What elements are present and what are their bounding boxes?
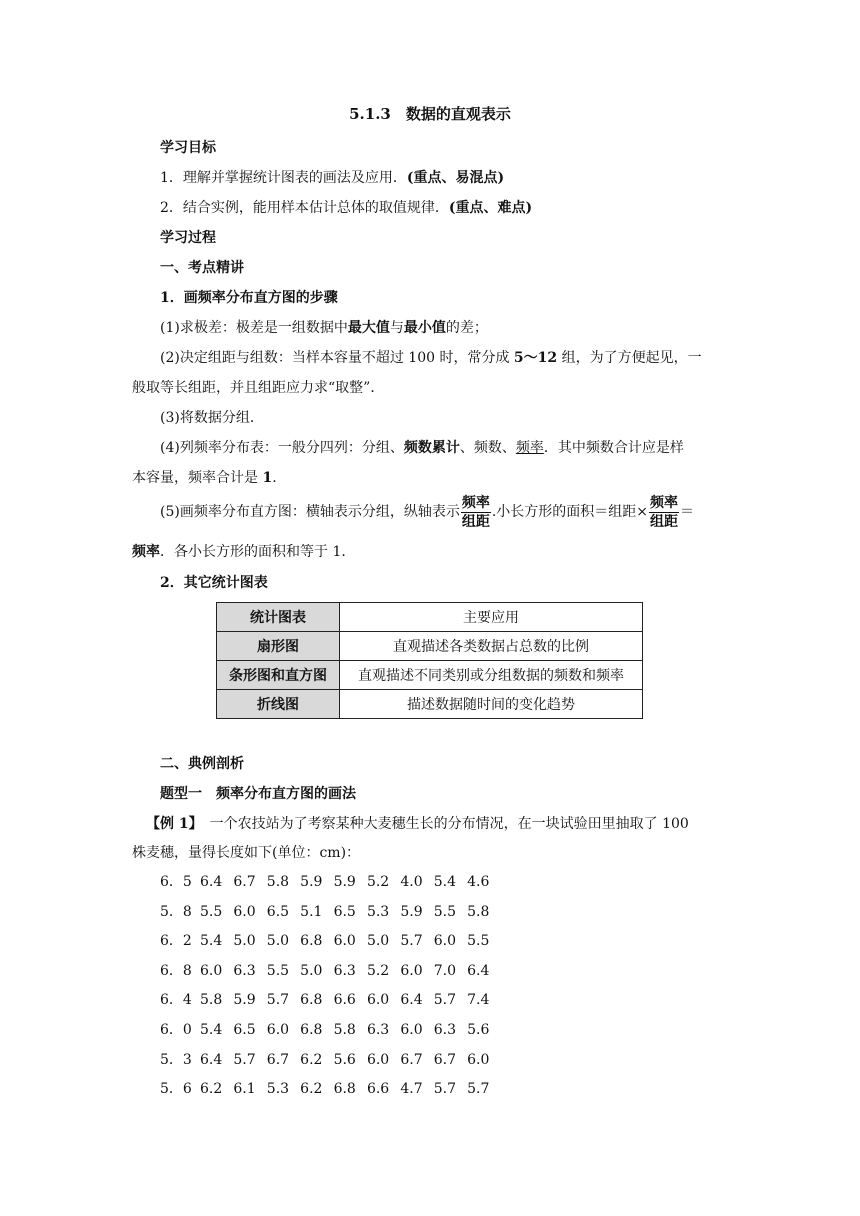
data-row <box>160 1050 501 1080</box>
step-1-conj: 与 <box>389 320 404 336</box>
data-value: 5.4 <box>433 874 456 890</box>
data-value: 5.8 <box>200 992 223 1009</box>
step-4-text-2: 、频数、 <box>459 440 516 456</box>
example-1-label: 【例 1】 <box>146 816 196 832</box>
data-value: 5.8 <box>333 1021 356 1038</box>
table-cell: 直观描述不同类别或分组数据的频数和频率 <box>340 661 643 690</box>
data-value: 5.7 <box>400 933 423 950</box>
table-row <box>217 661 643 690</box>
data-value: 6.0 <box>366 1051 390 1068</box>
data-value: 6.7 <box>433 1051 456 1068</box>
data-value: 6.3 <box>333 962 356 979</box>
data-value: 6.0 <box>233 903 256 920</box>
data-value: 7.0 <box>433 962 456 979</box>
fraction-denominator-2: 组距 <box>650 513 679 530</box>
data-value: 6.3 <box>366 1021 390 1038</box>
data-value: 6.7 <box>400 1051 423 1068</box>
data-value: 5.1 <box>300 903 323 920</box>
table-row <box>217 632 643 661</box>
data-value: 6.6 <box>333 992 356 1009</box>
data-value: 6.3 <box>233 962 256 979</box>
data-value: 6.4 <box>467 962 490 979</box>
data-row <box>160 1079 501 1109</box>
example-1-text: 一个农技站为了考察某种大麦穗生长的分布情况，在一块试验田里抽取了 100 <box>195 816 689 832</box>
data-value: 6.6 <box>366 1081 390 1098</box>
data-value: 6.1 <box>233 1081 256 1098</box>
data-value: 6.0 <box>200 962 223 979</box>
table-cell: 直观描述各类数据占总数的比例 <box>340 632 643 661</box>
step-4-line-2-text: 本容量，频率合计是 <box>132 470 263 486</box>
data-value: 5.9 <box>333 874 356 890</box>
data-value: 6.7 <box>266 1051 290 1068</box>
data-value: 6.3 <box>433 1021 456 1038</box>
table-header-cell: 主要应用 <box>340 603 643 632</box>
data-value: 5.3 <box>266 1081 290 1098</box>
data-row <box>160 990 501 1020</box>
data-value: 5.0 <box>233 933 256 950</box>
data-value: 5．3 <box>160 1051 192 1068</box>
data-value: 5.5 <box>433 903 456 920</box>
data-row <box>160 1020 501 1050</box>
data-value: 6.0 <box>366 992 390 1009</box>
subsection-2-heading: 2．其它统计图表 <box>160 575 268 591</box>
page-title: 5.1.3 数据的直观表示 <box>349 105 511 123</box>
table-cell: 条形图和直方图 <box>217 661 340 690</box>
data-value: 6.8 <box>333 1081 356 1098</box>
step-5-text: (5)画频率分布直方图：横轴表示分组，纵轴表示 <box>160 504 460 520</box>
goals-heading: 学习目标 <box>160 140 216 156</box>
data-value: 6.0 <box>467 1051 490 1068</box>
section-1-heading: 一、考点精讲 <box>160 260 244 276</box>
table-cell: 扇形图 <box>217 632 340 661</box>
data-value: 5.0 <box>300 962 323 979</box>
goal-1-text: 1．理解并掌握统计图表的画法及应用． <box>160 170 407 186</box>
step-1-end: 的差； <box>445 320 488 336</box>
data-value: 5.9 <box>400 903 423 920</box>
data-value: 6.5 <box>233 1021 256 1038</box>
step-3: (3)将数据分组． <box>160 410 264 426</box>
table-cell: 描述数据随时间的变化趋势 <box>340 690 643 719</box>
data-value: 5.2 <box>366 962 390 979</box>
data-value: 6.0 <box>266 1021 290 1038</box>
table-row <box>217 603 643 632</box>
goal-2 <box>160 198 532 218</box>
data-value: 6.8 <box>300 992 323 1009</box>
data-value: 5.4 <box>200 1021 223 1038</box>
example-1-line-2: 株麦穗，量得长度如下(单位：cm)： <box>132 845 361 861</box>
step-2-line-2: 般取等长组距，并且组距应力求“取整”． <box>132 380 385 396</box>
data-value: 6．4 <box>160 992 192 1009</box>
data-value: 6.5 <box>266 903 290 920</box>
data-value: 5.7 <box>467 1081 490 1098</box>
data-value: 6．8 <box>160 962 192 979</box>
stats-chart-table <box>216 602 643 719</box>
step-4-line-2-end: . <box>272 470 277 486</box>
data-value: 5.5 <box>467 933 490 950</box>
data-row <box>160 902 501 932</box>
data-value: 6.4 <box>200 874 223 890</box>
data-value: 5.6 <box>467 1021 490 1038</box>
data-row <box>160 872 501 902</box>
step-2-text: (2)决定组距与组数：当样本容量不超过 100 时，常分成 <box>160 350 514 366</box>
fraction-numerator-2: 频率 <box>650 494 679 511</box>
step-5-text-2: .小长方形的面积＝组距× <box>491 504 649 520</box>
data-value: 5.9 <box>233 992 256 1009</box>
data-value: 5.9 <box>300 874 323 890</box>
data-value: 6.4 <box>400 992 423 1009</box>
data-value: 4.0 <box>400 874 423 890</box>
step-1-keyword-max: 最大值 <box>347 320 390 336</box>
step-5-keyword: 频率 <box>132 544 160 560</box>
fraction-denominator: 组距 <box>461 513 490 530</box>
measurement-data <box>160 872 501 1109</box>
step-1-keyword-min: 最小值 <box>403 320 446 336</box>
data-value: 5.8 <box>467 903 490 920</box>
step-4-keyword: 频数累计 <box>403 440 460 456</box>
table-row <box>217 690 643 719</box>
data-value: 5.4 <box>200 933 223 950</box>
data-value: 5.7 <box>266 992 290 1009</box>
data-value: 6.8 <box>300 1021 323 1038</box>
data-value: 6.2 <box>200 1081 223 1098</box>
goal-2-text: 2．结合实例，能用样本估计总体的取值规律． <box>160 200 449 216</box>
data-value: 7.4 <box>467 992 490 1009</box>
fraction-freq-over-width <box>461 494 491 531</box>
step-5-line-2-text: ．各小长方形的面积和等于 1. <box>160 544 346 560</box>
data-value: 5.7 <box>433 992 456 1009</box>
data-value: 6.4 <box>200 1051 223 1068</box>
data-value: 5．6 <box>160 1081 192 1098</box>
data-value: 6.2 <box>300 1051 323 1068</box>
step-5-line-2 <box>132 542 346 562</box>
data-value: 6．0 <box>160 1021 192 1038</box>
data-value: 6.0 <box>400 1021 423 1038</box>
step-4-line-2 <box>132 468 277 488</box>
step-4-line-2-value: 1 <box>262 470 273 486</box>
step-5-equals: ＝ <box>680 504 695 520</box>
data-row <box>160 931 501 961</box>
data-value: 5.7 <box>433 1081 456 1098</box>
section-2-heading: 二、典例剖析 <box>160 756 244 772</box>
data-row <box>160 961 501 991</box>
step-4-underlined: 频率 <box>515 440 544 456</box>
data-value: 6.5 <box>333 903 356 920</box>
data-value: 5.2 <box>366 874 390 890</box>
step-2-text-cont: 组，为了方便起见，一 <box>557 350 702 366</box>
step-2-keyword: 5～12 <box>513 350 558 366</box>
data-value: 6.2 <box>300 1081 323 1098</box>
step-1 <box>160 318 488 338</box>
data-value: 6.7 <box>233 874 256 890</box>
data-value: 4.6 <box>467 874 490 890</box>
data-value: 5.0 <box>266 933 290 950</box>
example-1 <box>146 814 689 834</box>
step-4-text: (4)列频率分布表：一般分四列：分组、 <box>160 440 404 456</box>
subsection-1-heading: 1．画频率分布直方图的步骤 <box>160 290 338 306</box>
data-value: 6.0 <box>400 962 423 979</box>
data-value: 5.7 <box>233 1051 256 1068</box>
data-value: 6.0 <box>333 933 356 950</box>
data-value: 6.0 <box>433 933 456 950</box>
step-4 <box>160 438 684 458</box>
type-1-heading: 题型一 频率分布直方图的画法 <box>160 786 356 802</box>
fraction-freq-over-width-2 <box>649 494 679 531</box>
table-cell: 折线图 <box>217 690 340 719</box>
data-value: 4.7 <box>400 1081 423 1098</box>
goal-1 <box>160 168 504 188</box>
step-4-text-3: ．其中频数合计应是样 <box>543 440 684 456</box>
data-value: 5.6 <box>333 1051 356 1068</box>
data-value: 5.5 <box>200 903 223 920</box>
fraction-numerator: 频率 <box>461 494 490 511</box>
data-value: 5．8 <box>160 903 192 920</box>
data-value: 6.8 <box>300 933 323 950</box>
data-value: 5.3 <box>366 903 390 920</box>
data-value: 6．5 <box>160 874 192 890</box>
step-5 <box>160 493 694 531</box>
data-value: 5.5 <box>266 962 290 979</box>
data-value: 6．2 <box>160 933 192 950</box>
step-2 <box>160 348 702 368</box>
step-1-text: (1)求极差：极差是一组数据中 <box>160 320 348 336</box>
data-value: 5.8 <box>266 874 290 890</box>
data-value: 5.0 <box>366 933 390 950</box>
goal-1-tag: (重点、易混点) <box>406 170 505 186</box>
process-heading: 学习过程 <box>160 230 216 246</box>
table-header-cell: 统计图表 <box>217 603 340 632</box>
goal-2-tag: (重点、难点) <box>448 200 533 216</box>
